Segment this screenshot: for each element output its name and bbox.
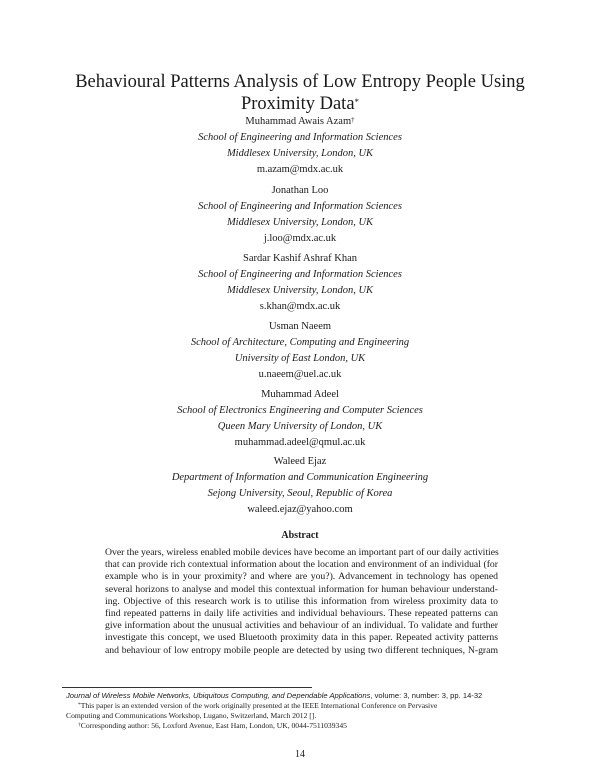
author-name <box>100 114 500 130</box>
footnotes <box>66 691 546 731</box>
footnote-2-mark: † <box>78 722 81 728</box>
author-affiliation: School of Architecture, Computing and Engineering <box>190 337 410 348</box>
author-institution: Queen Mary University of London, UK <box>217 421 383 432</box>
footnote-1-mark: * <box>78 702 81 708</box>
footnote-1-text: This paper is an extended version of the work originally presented at the IEEE International Conference on Pervasive <box>80 701 438 710</box>
author-name: Waleed Ejaz <box>273 456 327 467</box>
author-email: waleed.ejaz@yahoo.com <box>247 504 353 515</box>
footnote-divider <box>62 687 312 688</box>
author-block-5 <box>100 387 500 451</box>
abstract-line: that can provide rich contextual information about the location and environment of an individual (for <box>105 559 498 571</box>
title-line-1: Behavioural Patterns Analysis of Low Entropy People Using <box>75 72 525 92</box>
author-institution: Middlesex University, London, UK <box>226 217 374 228</box>
abstract-body <box>105 547 498 657</box>
author-block-1 <box>100 114 500 178</box>
footnote-1 <box>66 701 546 711</box>
author-institution: University of East London, UK <box>234 353 366 364</box>
author-affiliation: School of Engineering and Information Sciences <box>198 269 402 280</box>
journal-name: Journal of Wireless Mobile Networks, Ubiquitous Computing, and Dependable Applications <box>66 691 371 700</box>
author-institution: Middlesex University, London, UK <box>226 148 374 159</box>
journal-citation <box>66 691 546 701</box>
author-block-4 <box>100 319 500 383</box>
abstract-line: find repeated patterns in daily life activities and individual behaviours. These repeated patterns can <box>105 608 498 620</box>
author-affiliation: School of Engineering and Information Sciences <box>198 201 402 212</box>
author-affiliation: School of Engineering and Information Sciences <box>198 132 402 143</box>
footnote-1-continued: Computing and Communications Workshop, Lugano, Switzerland, March 2012 []. <box>66 711 317 720</box>
abstract-heading: Abstract <box>281 530 319 541</box>
journal-details: , volume: 3, number: 3, pp. 14-32 <box>370 691 483 700</box>
author-email: u.naeem@uel.ac.uk <box>258 369 342 380</box>
author-email: m.azam@mdx.ac.uk <box>256 164 344 175</box>
abstract-line: investigate this concept, we used Bluetooth proximity data in this paper. Repeated activity patterns <box>105 632 498 644</box>
abstract-line: give information about the unusual activities and behaviour of an individual. To validate and further <box>105 620 498 632</box>
author-affiliation: Department of Information and Communication Engineering <box>171 472 429 483</box>
author-affiliation: School of Electronics Engineering and Computer Sciences <box>177 405 423 416</box>
author-block-6 <box>100 454 500 518</box>
paper-title <box>60 71 540 115</box>
author-name: Jonathan Loo <box>271 185 329 196</box>
abstract-line: example who is in your proximity? and where are you?). Advancement in technology has opened <box>105 571 498 583</box>
title-footnote-mark: * <box>354 97 360 107</box>
author-email: j.loo@mdx.ac.uk <box>263 233 337 244</box>
author-name: Muhammad Adeel <box>261 389 339 400</box>
author-name: Sardar Kashif Ashraf Khan <box>242 253 357 264</box>
author-email: s.khan@mdx.ac.uk <box>259 301 341 312</box>
author-block-2 <box>100 183 500 247</box>
author-institution: Middlesex University, London, UK <box>226 285 374 296</box>
page-number: 14 <box>295 749 305 760</box>
footnote-2 <box>66 721 546 731</box>
author-block-3 <box>100 251 500 315</box>
footnote-2-text: Corresponding author: 56, Loxford Avenue, East Ham, London, UK, 0044-7511039345 <box>80 721 347 730</box>
author-institution: Sejong University, Seoul, Republic of Korea <box>207 488 393 499</box>
abstract-line: ing. Objective of this research work is to utilise this information from wireless proximity data to <box>105 595 498 607</box>
abstract-line: and behaviour of low entropy mobile people are detected by using two different techniques, N-gram <box>105 644 498 656</box>
author-email: muhammad.adeel@qmul.ac.uk <box>234 437 366 448</box>
author-name: Usman Naeem <box>268 321 332 332</box>
abstract-line: several horizons to analyse and model this contextual information for human behaviour understand- <box>105 583 498 595</box>
abstract-line: Over the years, wireless enabled mobile devices have become an important part of our daily activities <box>105 547 499 558</box>
author-footnote-mark: † <box>351 116 355 124</box>
title-line-2 <box>60 93 540 115</box>
author-name-text: Muhammad Awais Azam <box>245 116 352 127</box>
title-line-2-text: Proximity Data <box>240 94 355 114</box>
